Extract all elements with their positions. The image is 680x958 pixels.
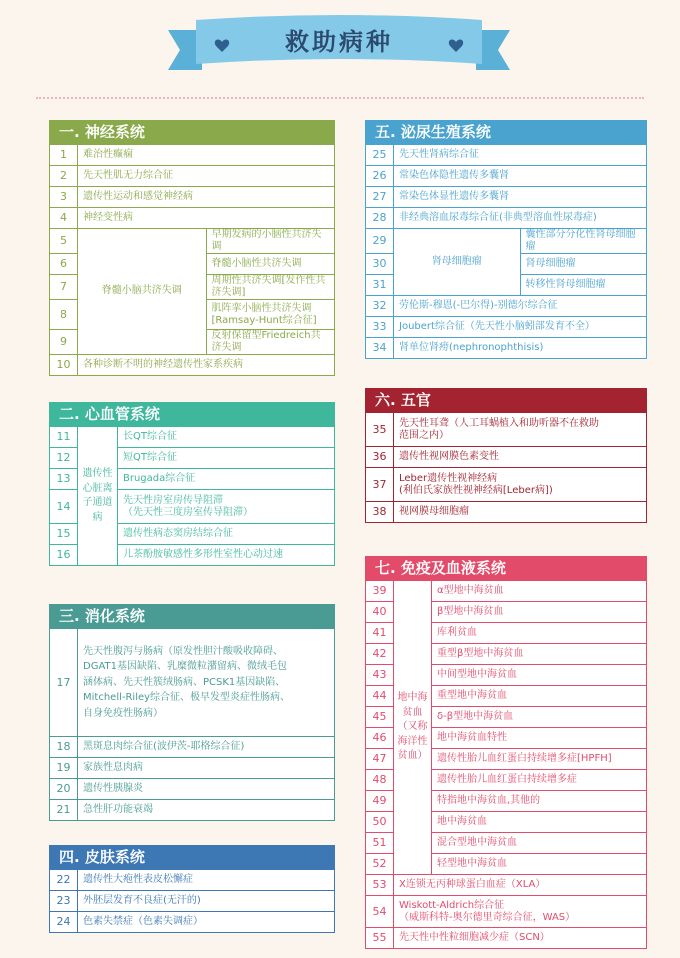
disease-name-subtext: (利伯氏家族性视神经病[Leber病]): [399, 484, 553, 496]
section-neuro: [49, 120, 335, 376]
disease-name: [78, 355, 335, 376]
disease-name-line: 自身免疫性肠病）: [83, 707, 163, 719]
disease-name-text: Leber遗传性视神经病: [399, 472, 498, 484]
section-title: 三. 消化系统: [49, 604, 335, 628]
disease-name-subtext: （先天性三度房室传导阻滞）: [123, 506, 253, 518]
disease-name-text: α型地中海贫血: [437, 585, 504, 596]
group-label: 肾母细胞瘤: [394, 229, 521, 296]
disease-name-text: 地中海贫血: [437, 816, 487, 827]
table-row: [50, 145, 335, 166]
disease-name-text: 遗传性胎儿血红蛋白持续增多症[HPFH]: [437, 753, 612, 764]
disease-name-text: 周期性共济失调[发作性共济失调]: [211, 275, 326, 298]
disease-name: [206, 300, 335, 330]
table-row: [366, 296, 647, 317]
disease-name: [78, 800, 335, 821]
row-number: 29: [366, 229, 394, 254]
row-number: 55: [366, 928, 394, 949]
disease-name: [520, 275, 647, 296]
table-row: [366, 187, 647, 208]
row-number: 11: [50, 427, 78, 448]
disease-name: [432, 686, 647, 707]
row-number: 13: [50, 469, 78, 490]
table-row: [366, 145, 647, 166]
disease-name: [118, 427, 335, 448]
row-number: 18: [50, 737, 78, 758]
disease-name-subtext: （威斯科特-奥尔德里奇综合征，WAS）: [399, 911, 576, 923]
group-label: 遗传性心脏离子通道病: [78, 427, 118, 566]
section-title: 四. 皮肤系统: [49, 845, 335, 869]
section-title: 二. 心血管系统: [49, 402, 335, 426]
row-number: 19: [50, 758, 78, 779]
section-immune: [365, 556, 647, 949]
disease-name: [394, 166, 647, 187]
disease-name: [432, 791, 647, 812]
disease-name-text: 儿茶酚胺敏感性多形性室性心动过速: [123, 549, 283, 560]
disease-name: [206, 275, 335, 300]
disease-name: [432, 728, 647, 749]
disease-name-text: 反射保留型Friedreich共济失调: [211, 330, 321, 353]
disease-name: [78, 166, 335, 187]
table-row: [366, 447, 647, 468]
disease-name: [394, 502, 647, 523]
row-number: 42: [366, 644, 394, 665]
disease-name-text: 遗传性大疱性表皮松懈症: [83, 874, 193, 885]
disease-name: [206, 229, 335, 254]
row-number: 8: [50, 300, 78, 330]
disease-name: [118, 490, 335, 524]
disease-name-text: 遗传性胎儿血红蛋白持续增多症: [437, 774, 577, 785]
disease-name: [78, 187, 335, 208]
disease-name: [78, 208, 335, 229]
disease-name: [78, 912, 335, 933]
disease-name: [78, 891, 335, 912]
disease-name-text: 重型地中海贫血: [437, 690, 507, 701]
disease-name-text: 家族性息肉病: [83, 762, 143, 773]
row-number: 2: [50, 166, 78, 187]
table-row: [50, 891, 335, 912]
row-number: 22: [50, 870, 78, 891]
table-row: [50, 629, 335, 737]
disease-name-text: 库利贫血: [437, 627, 477, 638]
row-number: 10: [50, 355, 78, 376]
row-number: 16: [50, 545, 78, 566]
disease-name: [394, 338, 647, 359]
disease-name: [206, 254, 335, 275]
section-uro: [365, 120, 647, 359]
disease-name-text: 先天性中性粒细胞减少症（SCN）: [399, 932, 550, 943]
row-number: 43: [366, 665, 394, 686]
disease-name: [432, 644, 647, 665]
disease-name-text: 遗传性胰腺炎: [83, 783, 143, 794]
disease-name: [118, 545, 335, 566]
row-number: 52: [366, 854, 394, 875]
disease-name-text: 色素失禁症（色素失调症）: [83, 916, 203, 927]
disease-name: [394, 296, 647, 317]
disease-name: [78, 758, 335, 779]
row-number: 41: [366, 623, 394, 644]
page-title: 救助病种: [285, 28, 393, 56]
disease-name-text: 先天性肾病综合征: [399, 149, 479, 160]
row-number: 28: [366, 208, 394, 229]
disease-name-text: 长QT综合征: [123, 431, 177, 442]
table-row: [366, 166, 647, 187]
disease-name-subtext: 范围之内）: [399, 429, 449, 441]
disease-name: [118, 469, 335, 490]
disease-name-text: 中间型地中海贫血: [437, 669, 517, 680]
row-number: 27: [366, 187, 394, 208]
row-number: 44: [366, 686, 394, 707]
table-row: [366, 338, 647, 359]
disease-name: [432, 623, 647, 644]
section-title: 五. 泌尿生殖系统: [365, 120, 647, 144]
dotted-divider: [36, 97, 644, 99]
row-number: 26: [366, 166, 394, 187]
row-number: 15: [50, 524, 78, 545]
row-number: 46: [366, 728, 394, 749]
disease-name: [394, 875, 647, 896]
disease-name-text: 短QT综合征: [123, 452, 177, 463]
table-row: [50, 870, 335, 891]
disease-name: [394, 896, 647, 928]
table-row: [366, 502, 647, 523]
disease-name: [118, 448, 335, 469]
disease-name: [394, 317, 647, 338]
row-number: 37: [366, 468, 394, 502]
disease-name-text: 先天性肌无力综合征: [83, 170, 173, 181]
row-number: 48: [366, 770, 394, 791]
row-number: 3: [50, 187, 78, 208]
disease-name: [432, 602, 647, 623]
disease-name: [394, 447, 647, 468]
row-number: 53: [366, 875, 394, 896]
table-row: [50, 208, 335, 229]
row-number: 47: [366, 749, 394, 770]
row-number: 40: [366, 602, 394, 623]
disease-name-text: 难治性癫痫: [83, 149, 133, 160]
table-row: [50, 187, 335, 208]
row-number: 35: [366, 413, 394, 447]
disease-name: [432, 770, 647, 791]
row-number: 32: [366, 296, 394, 317]
row-number: 34: [366, 338, 394, 359]
disease-name: [520, 254, 647, 275]
disease-name-text: 黑斑息肉综合征(波伊茨-耶格综合征): [83, 741, 245, 752]
disease-name-text: 常染色体显性遗传多囊肾: [399, 191, 509, 202]
disease-name: [78, 870, 335, 891]
row-number: 45: [366, 707, 394, 728]
disease-name-line: 涵体病、先天性簇绒肠病、PCSK1基因缺陷、: [83, 676, 286, 688]
disease-name-text: 混合型地中海贫血: [437, 837, 517, 848]
row-number: 4: [50, 208, 78, 229]
disease-name: [394, 208, 647, 229]
table-row: [366, 413, 647, 447]
table-row: [50, 427, 335, 448]
disease-name: [78, 145, 335, 166]
table-row: [50, 229, 335, 254]
table-row: [366, 875, 647, 896]
table-row: [50, 737, 335, 758]
disease-name-text: 非经典溶血尿毒综合征(非典型溶血性尿毒症): [399, 212, 597, 223]
disease-name: [78, 737, 335, 758]
row-number: 38: [366, 502, 394, 523]
disease-name-text: 特指地中海贫血,其他的: [437, 795, 541, 806]
table-row: [366, 317, 647, 338]
disease-name: [78, 629, 335, 737]
row-number: 33: [366, 317, 394, 338]
row-number: 17: [50, 629, 78, 737]
disease-name-text: δ-β型地中海贫血: [437, 711, 514, 722]
table-row: [50, 800, 335, 821]
disease-name-text: 肾单位肾痨(nephronophthisis): [399, 342, 544, 353]
disease-name: [118, 524, 335, 545]
row-number: 24: [50, 912, 78, 933]
row-number: 9: [50, 330, 78, 355]
disease-name-text: 视网膜母细胞瘤: [399, 506, 469, 517]
row-number: 39: [366, 581, 394, 602]
disease-name-text: Wiskott-Aldrich综合征: [399, 899, 505, 911]
disease-name-text: 先天性耳聋（人工耳蜗植入和助听器不在救助: [399, 417, 599, 429]
disease-name-text: β型地中海贫血: [437, 606, 504, 617]
disease-name-text: X连锁无丙种球蛋白血症（XLA）: [399, 879, 546, 890]
row-number: 1: [50, 145, 78, 166]
row-number: 25: [366, 145, 394, 166]
disease-name: [394, 928, 647, 949]
disease-name: [432, 749, 647, 770]
row-number: 12: [50, 448, 78, 469]
row-number: 21: [50, 800, 78, 821]
disease-name-line: 先天性腹泻与肠病（原发性胆汁酸吸收障碍、: [83, 645, 283, 657]
group-label: 脊髓小脑共济失调: [78, 229, 207, 355]
table-row: [366, 896, 647, 928]
table-row: [50, 758, 335, 779]
disease-name: [432, 812, 647, 833]
disease-name: [394, 413, 647, 447]
table-row: [50, 166, 335, 187]
disease-name-text: 早期发病的小脑性共济失调: [211, 229, 322, 252]
table-row: [50, 779, 335, 800]
disease-name-text: 劳伦斯-穆恩(-巴尔得)-别德尔综合征: [399, 300, 558, 311]
row-number: 6: [50, 254, 78, 275]
disease-name: [432, 665, 647, 686]
row-number: 14: [50, 490, 78, 524]
table-row: [366, 208, 647, 229]
disease-name-text: 肌阵挛小脑性共济失调: [211, 302, 312, 314]
table-row: [50, 912, 335, 933]
disease-name: [78, 779, 335, 800]
table-row: [366, 229, 647, 254]
disease-name: [432, 581, 647, 602]
disease-name: [394, 187, 647, 208]
disease-name-subtext: [Ramsay-Hunt综合征]: [211, 314, 317, 326]
row-number: 36: [366, 447, 394, 468]
disease-name-text: Joubert综合征（先天性小脑蚓部发育不全）: [399, 321, 595, 332]
section-digest: [49, 604, 335, 821]
disease-name: [432, 707, 647, 728]
disease-name-text: 遗传性运动和感觉神经病: [83, 191, 193, 202]
table-row: [366, 468, 647, 502]
disease-name-text: 常染色体隐性遗传多囊肾: [399, 170, 509, 181]
row-number: 49: [366, 791, 394, 812]
row-number: 51: [366, 833, 394, 854]
disease-name-text: 重型β型地中海贫血: [437, 648, 524, 659]
group-label: 地中海贫血（又称海洋性贫血）: [394, 581, 432, 875]
disease-name-text: 先天性房室房传导阻滞: [123, 494, 223, 506]
row-number: 20: [50, 779, 78, 800]
disease-name-text: 脊髓小脑性共济失调: [211, 258, 302, 269]
table-row: [50, 355, 335, 376]
disease-name-text: 遗传性病态窦房结综合征: [123, 528, 233, 539]
disease-name-text: 肾母细胞瘤: [525, 258, 576, 269]
disease-name-text: Brugada综合征: [123, 473, 196, 484]
disease-name-text: 遗传性视网膜色素变性: [399, 451, 499, 462]
row-number: 5: [50, 229, 78, 254]
disease-name: [394, 468, 647, 502]
row-number: 7: [50, 275, 78, 300]
row-number: 23: [50, 891, 78, 912]
disease-name: [394, 145, 647, 166]
row-number: 31: [366, 275, 394, 296]
section-title: 七. 免疫及血液系统: [365, 556, 647, 580]
row-number: 30: [366, 254, 394, 275]
disease-name-text: 转移性肾母细胞瘤: [525, 279, 606, 290]
disease-name: [520, 229, 647, 254]
section-title: 一. 神经系统: [49, 120, 335, 144]
disease-name: [432, 854, 647, 875]
disease-name-line: DGAT1基因缺陷、乳糜微粒潴留病、微绒毛包: [83, 661, 287, 673]
disease-name-text: 外胚层发育不良症(无汗的): [83, 895, 201, 906]
disease-name-text: 各种诊断不明的神经遗传性家系疾病: [83, 359, 243, 370]
disease-name: [432, 833, 647, 854]
table-row: [366, 581, 647, 602]
section-skin: [49, 845, 335, 933]
disease-name-text: 急性肝功能衰竭: [83, 804, 153, 815]
section-cardio: [49, 402, 335, 566]
disease-name-text: 轻型地中海贫血: [437, 858, 507, 869]
section-title: 六. 五官: [365, 388, 647, 412]
disease-name: [206, 330, 335, 355]
section-ent: [365, 388, 647, 523]
disease-name-text: 地中海贫血特性: [437, 732, 507, 743]
disease-name-text: 神经变性病: [83, 212, 133, 223]
disease-name-line: Mitchell-Riley综合征、极早发型炎症性肠病、: [83, 692, 291, 704]
row-number: 50: [366, 812, 394, 833]
disease-name-text: 囊性部分分化性肾母细胞瘤: [525, 229, 636, 252]
table-row: [366, 928, 647, 949]
row-number: 54: [366, 896, 394, 928]
